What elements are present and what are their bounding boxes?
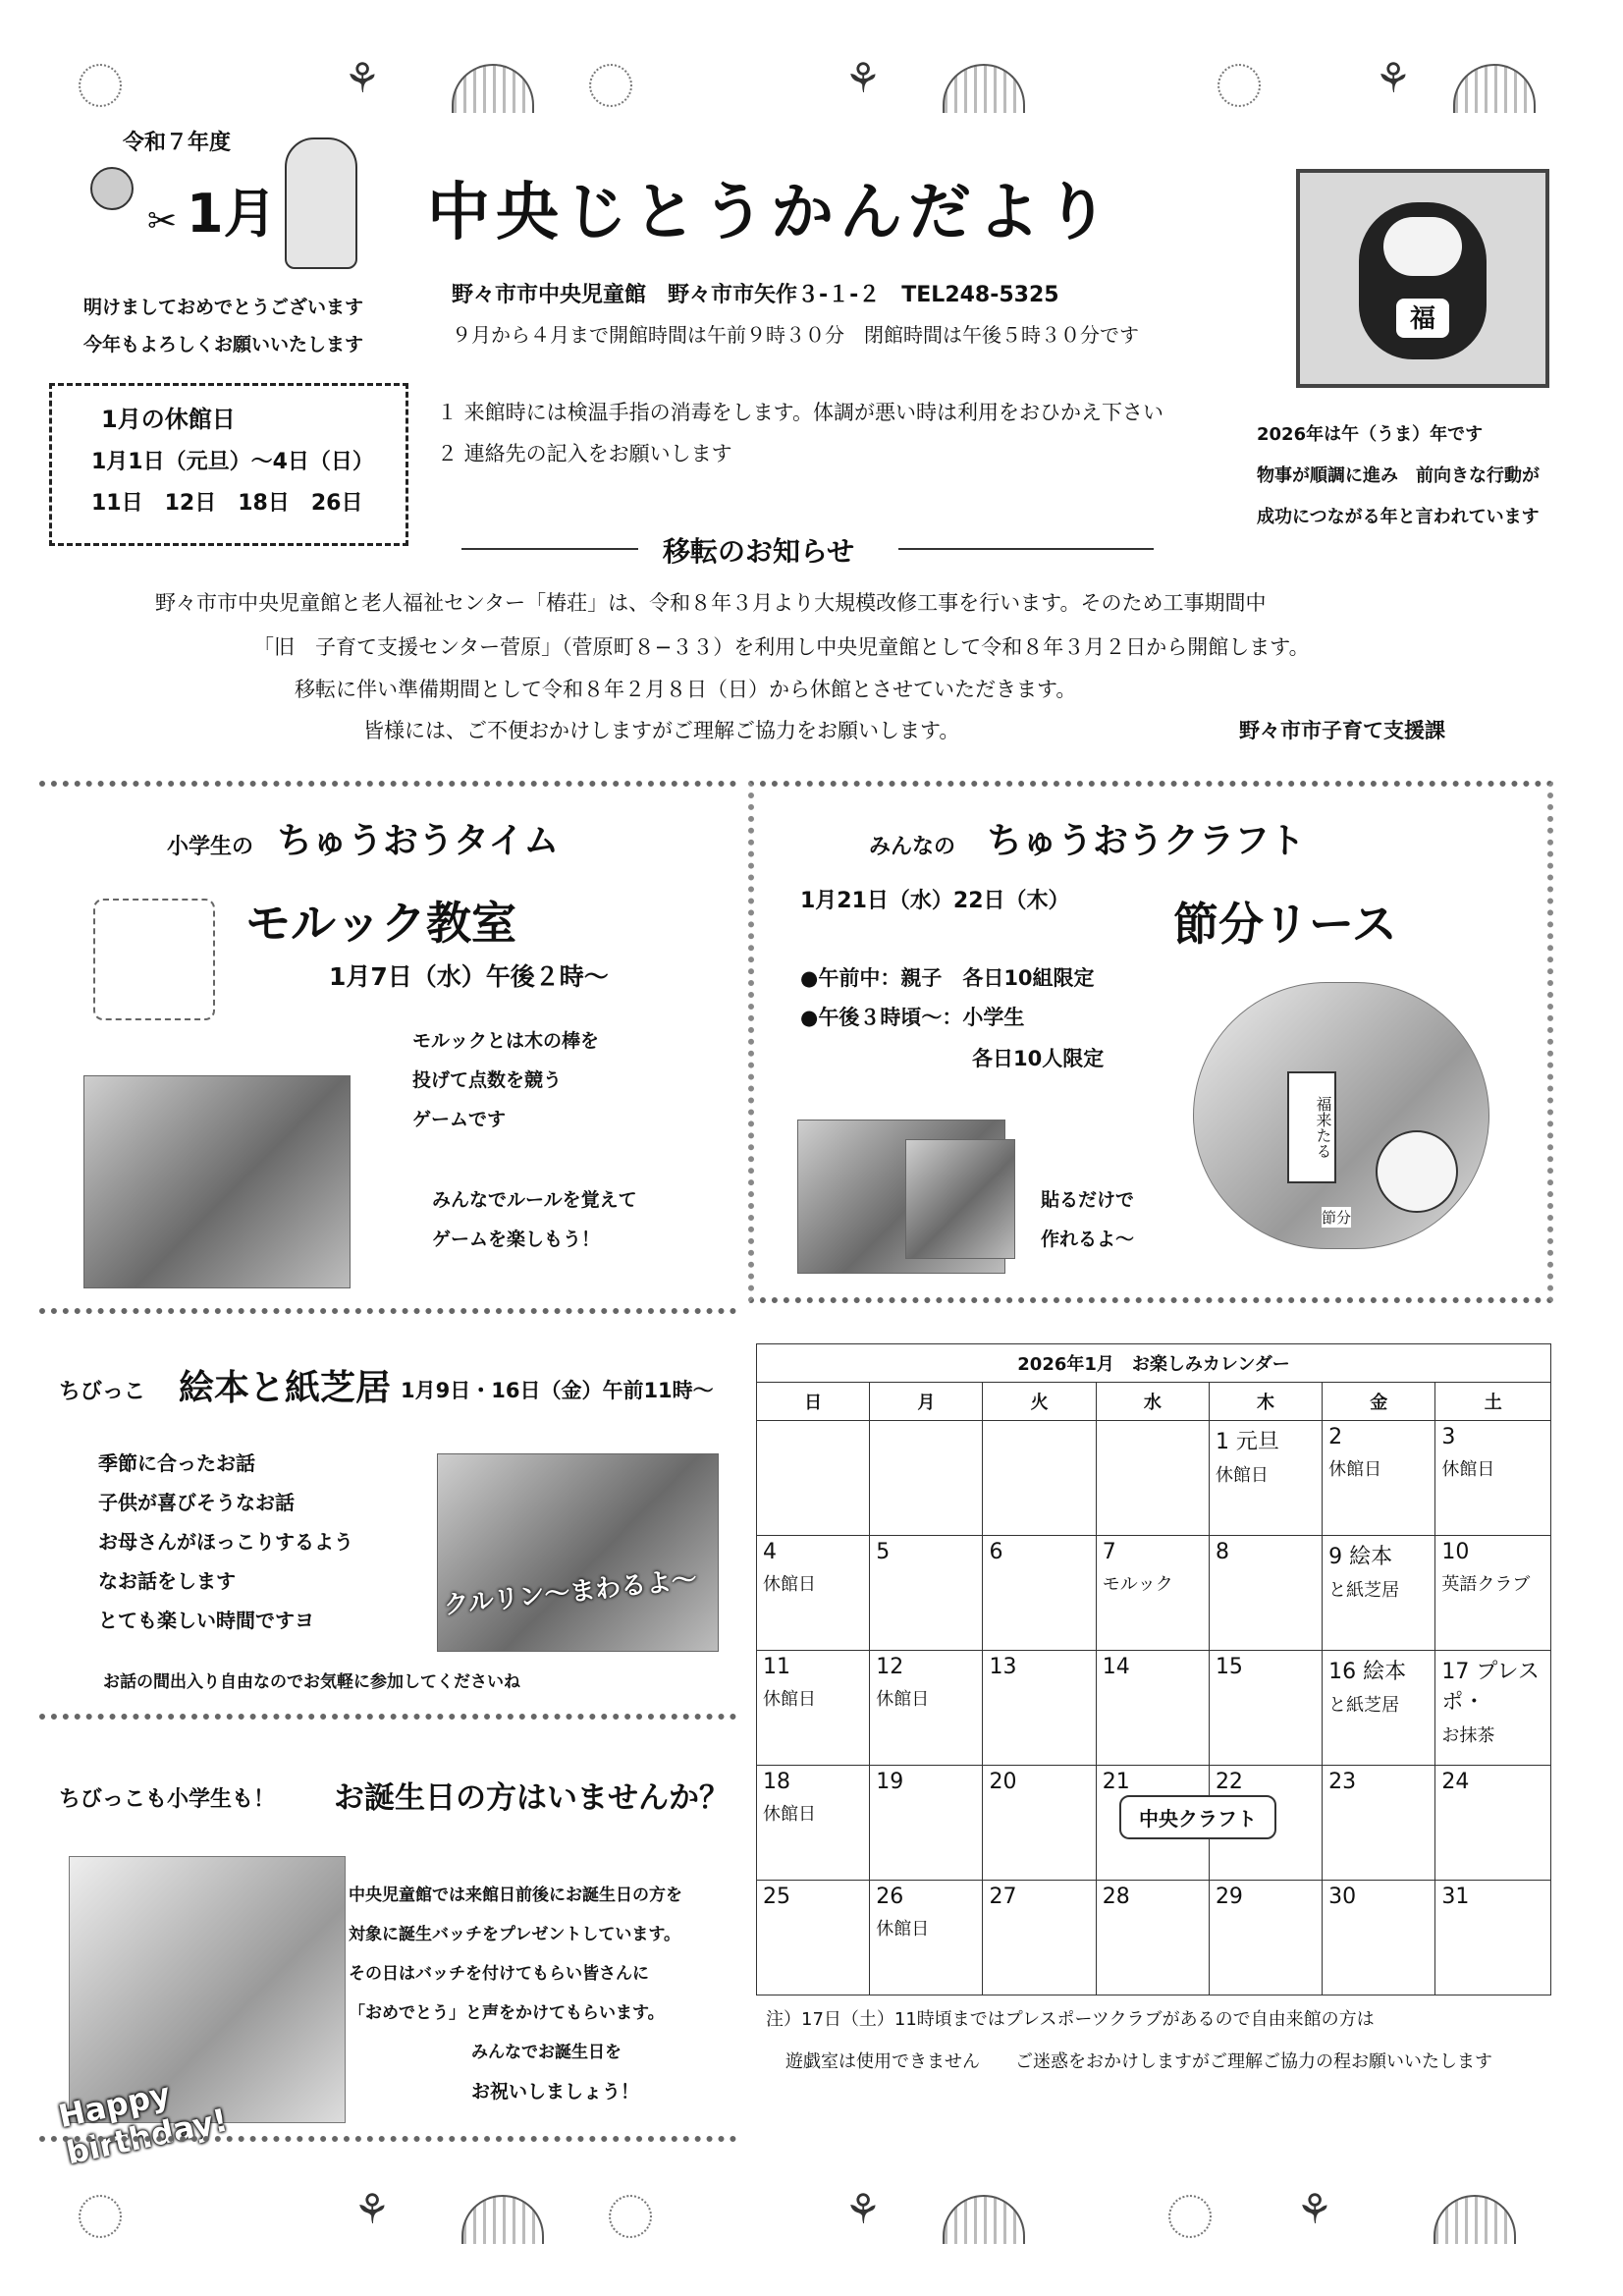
- calendar-day-event: 休館日: [876, 1919, 930, 1940]
- calendar-day-number: 24: [1441, 1770, 1470, 1794]
- wreath-tag: 福来たる: [1287, 1071, 1336, 1183]
- craft-note-2: 作れるよ～: [1041, 1229, 1135, 1250]
- relocation-line-4: 皆様には、ご不便おかけしますがご理解ご協力をお願いします。: [363, 719, 960, 742]
- molkky-desc-4: みんなでルールを覚えて: [432, 1189, 637, 1211]
- molkky-photo: [83, 1075, 351, 1288]
- craft-date: 1月21日（水）22日（木）: [800, 889, 1070, 913]
- calendar-day-event: 休館日: [1441, 1459, 1495, 1480]
- closed-days-title: 1月の休館日: [101, 406, 236, 433]
- calendar-day-number: 14: [1102, 1655, 1130, 1679]
- craft-heading: ちゅうおうクラフト: [987, 821, 1306, 861]
- craft-title: 節分リース: [1173, 898, 1397, 951]
- ribbon-icon: ✂: [147, 201, 178, 242]
- picturebook-photo: [437, 1453, 719, 1652]
- calendar-day-number: 7: [1102, 1540, 1116, 1564]
- calendar-day-event: モルック: [1102, 1574, 1173, 1595]
- bow-icon: ⚘: [844, 2185, 882, 2233]
- calendar-day-cell: [983, 1651, 1096, 1766]
- calendar-day-number: 6: [989, 1540, 1003, 1564]
- calendar-day-number: 18: [763, 1770, 790, 1794]
- event-calendar: [756, 1343, 1551, 1995]
- daruma-label: 福: [1396, 299, 1449, 338]
- calendar-week-row: [757, 1421, 1551, 1536]
- flower-icon: [589, 64, 632, 107]
- calendar-week-row: [757, 1651, 1551, 1766]
- picturebook-title: 絵本と紙芝居: [179, 1368, 392, 1408]
- calendar-day-number: 27: [989, 1885, 1017, 1909]
- relocation-line-3: 移転に伴い準備期間として令和８年２月８日（日）から休館とさせていただきます。: [295, 678, 1077, 701]
- flower-icon: [79, 2195, 122, 2238]
- divider: [461, 548, 638, 550]
- calendar-day-number: 15: [1215, 1655, 1243, 1679]
- craft-note-1: 貼るだけで: [1041, 1189, 1135, 1211]
- calendar-day-cell: [757, 1766, 870, 1881]
- picturebook-desc-1: 季節に合ったお話: [98, 1451, 255, 1475]
- setsubun-wreath-photo: [1193, 982, 1489, 1249]
- bow-icon: ⚘: [844, 54, 882, 102]
- weekday-header: 金: [1323, 1383, 1435, 1421]
- molkky-kicker: 小学生の: [167, 835, 254, 859]
- molkky-heading: ちゅうおうタイム: [277, 821, 560, 861]
- calendar-day-cell: [1209, 1651, 1322, 1766]
- top-decoration: [59, 39, 1571, 128]
- calendar-day-cell: [1435, 1536, 1551, 1651]
- molkky-desc-1: モルックとは木の棒を: [412, 1030, 600, 1052]
- fan-icon: [943, 2195, 1025, 2244]
- divider: [898, 548, 1154, 550]
- calendar-day-cell: [1096, 1536, 1209, 1651]
- calendar-day-event: 休館日: [876, 1689, 930, 1710]
- calendar-day-cell: [1096, 1421, 1209, 1536]
- weekday-header: 月: [870, 1383, 983, 1421]
- molkky-title: モルック教室: [245, 897, 516, 950]
- calendar-day-number: 11: [763, 1655, 790, 1679]
- flower-icon: [609, 2195, 652, 2238]
- flower-icon: [1168, 2195, 1212, 2238]
- picturebook-date: 1月9日・16日（金）午前11時～: [401, 1379, 714, 1402]
- weekday-header: 火: [983, 1383, 1096, 1421]
- section-border: [39, 781, 736, 787]
- picturebook-photo-text: クルリン～まわるよ～: [442, 1564, 699, 1621]
- calendar-day-number: 30: [1328, 1885, 1357, 1909]
- calendar-day-event: 休館日: [1215, 1465, 1269, 1486]
- calendar-day-cell: [1435, 1651, 1551, 1766]
- relocation-line-1: 野々市市中央児童館と老人福祉センター「椿荘」は、令和８年３月より大規模改修工事を行います。そのため工事期間中: [155, 591, 1267, 615]
- kagami-mochi-icon: [285, 137, 357, 269]
- molkky-desc-2: 投げて点数を競う: [412, 1069, 563, 1091]
- birthday-desc-6: お祝いしましょう！: [471, 2081, 640, 2103]
- calendar-day-number: 20: [989, 1770, 1017, 1794]
- craft-kicker: みんなの: [869, 835, 956, 859]
- notice-item-1: １ 来館時には検温手指の消毒をします。体調が悪い時は利用をおひかえ下さい: [437, 401, 1163, 424]
- calendar-day-cell: [1209, 1421, 1322, 1536]
- calendar-day-number: 16 絵本: [1328, 1660, 1407, 1684]
- greeting-line-2: 今年もよろしくお願いいたします: [83, 334, 364, 355]
- calendar-day-cell: [870, 1766, 983, 1881]
- calendar-day-event: 休館日: [1328, 1459, 1382, 1480]
- calendar-day-cell: [983, 1766, 1096, 1881]
- calendar-day-cell: [1209, 1881, 1322, 1995]
- calendar-day-cell: [1323, 1651, 1435, 1766]
- picturebook-desc-4: なお話をします: [98, 1569, 236, 1593]
- calendar-day-number: 10: [1441, 1540, 1470, 1564]
- notice-item-2: ２ 連絡先の記入をお願いします: [437, 442, 732, 465]
- section-border: [39, 1308, 736, 1314]
- molkky-pins-icon: [93, 899, 215, 1020]
- calendar-day-number: 2: [1328, 1425, 1343, 1449]
- picturebook-desc-3: お母さんがほっこりするよう: [98, 1530, 353, 1554]
- calendar-day-number: 23: [1328, 1770, 1357, 1794]
- calendar-day-number: 12: [876, 1655, 904, 1679]
- daruma-picture: [1296, 169, 1549, 388]
- weekday-header: 土: [1435, 1383, 1551, 1421]
- calendar-day-cell: [870, 1881, 983, 1995]
- calendar-day-number: 28: [1102, 1885, 1130, 1909]
- birthday-photo-text: Happy birthday!: [55, 2075, 232, 2172]
- weekday-header: 水: [1096, 1383, 1209, 1421]
- calendar-day-event: 休館日: [763, 1574, 816, 1595]
- calendar-day-number: 5: [876, 1540, 891, 1564]
- page-title: 中央じとうかんだより: [427, 177, 1114, 249]
- calendar-day-event: 休館日: [763, 1804, 816, 1825]
- calendar-day-cell: [757, 1536, 870, 1651]
- molkky-date: 1月7日（水）午後２時～: [329, 962, 609, 991]
- calendar-day-cell: [1323, 1766, 1435, 1881]
- hours-line: ９月から４月まで開館時間は午前９時３０分 閉館時間は午後５時３０分です: [452, 323, 1139, 347]
- birthday-desc-2: 対象に誕生バッチをプレゼントしています。: [349, 1925, 680, 1944]
- calendar-day-number: 22: [1215, 1770, 1243, 1794]
- relocation-signature: 野々市市子育て支援課: [1239, 719, 1445, 742]
- bow-icon: ⚘: [1375, 54, 1412, 102]
- relocation-line-2: 「旧 子育て支援センター菅原」（菅原町８−３３）を利用し中央児童館として令和８年３月２日から開館します。: [253, 635, 1310, 659]
- greeting-line-1: 明けましておめでとうございます: [83, 297, 364, 318]
- calendar-week-row: [757, 1881, 1551, 1995]
- calendar-day-cell: [757, 1421, 870, 1536]
- flower-icon: [1217, 64, 1261, 107]
- birthday-desc-4: 「おめでとう」と声をかけてもらいます。: [349, 2003, 665, 2023]
- calendar-day-cell: [1435, 1421, 1551, 1536]
- craft-pm: ●午後３時頃～：小学生: [800, 1006, 1025, 1029]
- calendar-day-event: と紙芝居: [1328, 1580, 1400, 1601]
- calendar-day-number: 4: [763, 1540, 777, 1564]
- craft-event-label: 中央クラフト: [1119, 1795, 1276, 1839]
- calendar-day-cell: [870, 1421, 983, 1536]
- weekday-header: 日: [757, 1383, 870, 1421]
- calendar-day-cell: [1323, 1421, 1435, 1536]
- calendar-day-cell: [1096, 1881, 1209, 1995]
- birthday-desc-3: その日はバッチを付けてもらい皆さんに: [349, 1964, 649, 1984]
- bow-icon: ⚘: [1296, 2185, 1333, 2233]
- flower-icon: [79, 64, 122, 107]
- okame-face-icon: [1376, 1130, 1458, 1213]
- calendar-day-cell: [1435, 1766, 1551, 1881]
- calendar-day-cell: [757, 1881, 870, 1995]
- closed-days-line-2: 11日 12日 18日 26日: [91, 491, 363, 516]
- month-label: 1月: [187, 183, 277, 245]
- calendar-day-event: と紙芝居: [1328, 1695, 1400, 1716]
- calendar-day-number: 25: [763, 1885, 790, 1909]
- calendar-day-cell: [1323, 1881, 1435, 1995]
- plum-flower-icon: [90, 167, 134, 210]
- picturebook-desc-5: とても楽しい時間ですヨ: [98, 1609, 314, 1632]
- calendar-day-number: 8: [1215, 1540, 1229, 1564]
- calendar-day-cell: [1323, 1536, 1435, 1651]
- calendar-note-2: 遊戯室は使用できません ご迷惑をおかけしますがご理解ご協力の程お願いいたします: [785, 2051, 1492, 2072]
- fan-icon: [943, 64, 1025, 113]
- relocation-title: 移転のお知らせ: [663, 535, 855, 568]
- calendar-day-number: 31: [1441, 1885, 1470, 1909]
- fan-icon: [1434, 2195, 1516, 2244]
- calendar-day-number: 21: [1102, 1770, 1130, 1794]
- year-label: 令和７年度: [123, 131, 232, 155]
- bow-icon: ⚘: [353, 2185, 391, 2233]
- calendar-body: [757, 1421, 1551, 1995]
- calendar-day-event: 休館日: [763, 1689, 816, 1710]
- address-line: 野々市市中央児童館 野々市市矢作３-１-２ TEL248-5325: [452, 283, 1059, 307]
- calendar-day-cell: [870, 1536, 983, 1651]
- molkky-desc-3: ゲームです: [412, 1109, 507, 1130]
- bottom-decoration: [59, 2170, 1571, 2259]
- calendar-day-cell: [870, 1651, 983, 1766]
- craft-am: ●午前中：親子 各日10組限定: [800, 966, 1095, 990]
- zodiac-line-1: 2026年は午（うま）年です: [1257, 424, 1484, 445]
- birthday-title: お誕生日の方はいませんか？: [334, 1780, 730, 1816]
- molkky-desc-5: ゲームを楽しもう！: [432, 1229, 601, 1250]
- fan-icon: [461, 2195, 544, 2244]
- calendar-day-cell: [983, 1881, 1096, 1995]
- zodiac-line-3: 成功につながる年と言われています: [1257, 507, 1540, 527]
- calendar-day-cell: [1096, 1651, 1209, 1766]
- calendar-day-event: 英語クラブ: [1441, 1574, 1531, 1595]
- zodiac-line-2: 物事が順調に進み 前向きな行動が: [1257, 465, 1540, 486]
- fan-icon: [1453, 64, 1536, 113]
- daruma-face: [1383, 217, 1462, 276]
- section-border: [39, 2136, 736, 2142]
- calendar-day-cell: [1435, 1881, 1551, 1995]
- closed-days-box: [49, 383, 408, 546]
- calendar-day-number: 29: [1215, 1885, 1243, 1909]
- calendar-note-1: 注）17日（土）11時頃まではプレスポーツクラブがあるので自由来館の方は: [766, 2009, 1375, 2030]
- calendar-day-number: 9 絵本: [1328, 1545, 1393, 1569]
- calendar-day-event: お抹茶: [1441, 1725, 1495, 1746]
- closed-days-line-1: 1月1日（元旦）～4日（日）: [91, 450, 374, 474]
- birthday-kicker: ちびっこも小学生も！: [59, 1787, 276, 1812]
- calendar-day-number: 19: [876, 1770, 904, 1794]
- calendar-day-number: 13: [989, 1655, 1017, 1679]
- craft-pm-limit: 各日10人限定: [972, 1047, 1105, 1070]
- calendar-week-row: [757, 1536, 1551, 1651]
- section-border: [39, 1714, 736, 1720]
- birthday-desc-1: 中央児童館では来館日前後にお誕生日の方を: [349, 1886, 682, 1905]
- calendar-day-number: 26: [876, 1885, 904, 1909]
- picturebook-kicker: ちびっこ: [59, 1380, 146, 1404]
- calendar-weekday-row: [757, 1383, 1551, 1421]
- calendar-day-number: 3: [1441, 1425, 1456, 1449]
- picturebook-footer: お話の間出入り自由なのでお気軽に参加してくださいね: [103, 1672, 520, 1692]
- bow-icon: ⚘: [344, 54, 381, 102]
- fan-icon: [452, 64, 534, 113]
- calendar-day-cell: [983, 1536, 1096, 1651]
- calendar-day-cell: [983, 1421, 1096, 1536]
- craft-photo-staff: [905, 1139, 1015, 1259]
- calendar-day-number: 17 プレスポ・: [1441, 1660, 1540, 1715]
- calendar-title: 2026年1月 お楽しみカレンダー: [757, 1344, 1551, 1383]
- calendar-day-cell: [757, 1651, 870, 1766]
- calendar-day-number: 1 元旦: [1215, 1430, 1279, 1454]
- picturebook-desc-2: 子供が喜びそうなお話: [98, 1491, 295, 1514]
- weekday-header: 木: [1209, 1383, 1322, 1421]
- birthday-photo: [55, 1856, 346, 2172]
- birthday-desc-5: みんなでお誕生日を: [471, 2043, 622, 2062]
- calendar-day-cell: [1209, 1536, 1322, 1651]
- wreath-tag-2: 節分: [1322, 1209, 1352, 1227]
